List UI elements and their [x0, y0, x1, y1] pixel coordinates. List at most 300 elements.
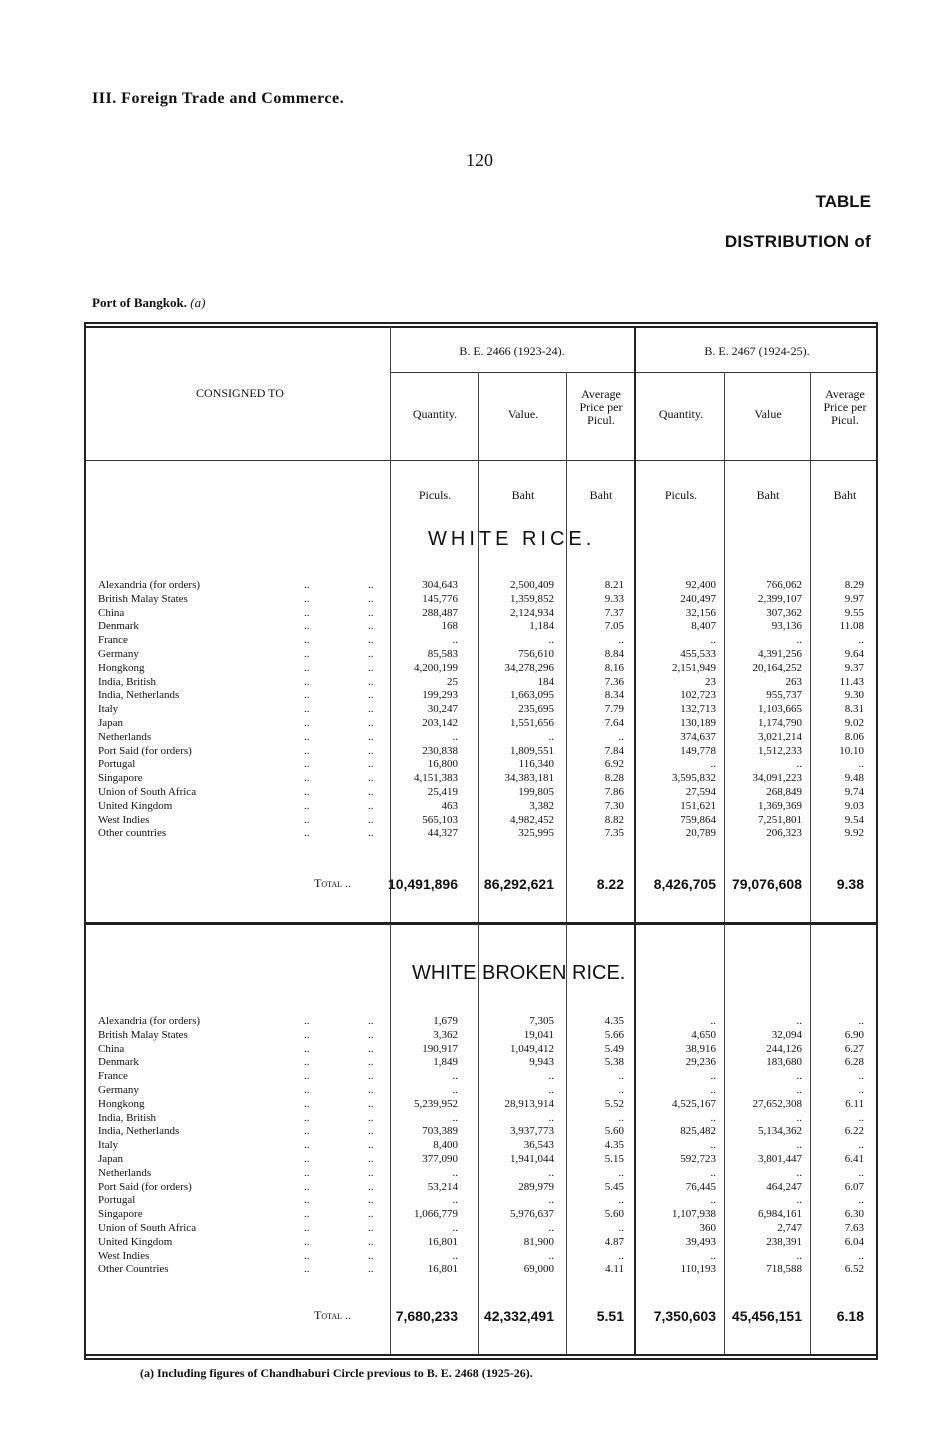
table-row — [86, 1057, 876, 1069]
col-rule — [566, 924, 567, 1354]
quantity-cell: 44,327 — [427, 827, 458, 840]
table-row — [86, 1071, 876, 1083]
value-cell: .. — [796, 1070, 802, 1083]
country-name: British Malay States — [98, 592, 188, 605]
avg-price-cell: 8.84 — [604, 648, 624, 660]
leader-dots: .. — [304, 730, 310, 743]
leader-dots: .. — [368, 1194, 374, 1207]
value-cell: 1,049,412 — [510, 1042, 554, 1055]
quantity-cell: 16,800 — [427, 758, 458, 771]
port-name: Port of Bangkok. — [92, 295, 187, 310]
value-cell: .. — [548, 730, 554, 743]
avg-price-cell: .. — [618, 634, 624, 647]
port-note: (a) — [190, 295, 206, 310]
avg-price-cell: .. — [618, 1194, 624, 1207]
value-cell: 766,062 — [766, 579, 802, 591]
country-name: Alexandria (for orders) — [98, 1015, 201, 1027]
quantity-cell: 1,849 — [433, 1056, 458, 1069]
section-heading-broken-rice: WHITE BROKEN RICE. — [412, 962, 626, 984]
quantity-cell: 132,713 — [680, 703, 716, 716]
leader-dots: .. — [304, 1028, 310, 1041]
value-cell: 1,512,233 — [758, 744, 802, 757]
quantity-cell: 110,193 — [680, 1263, 716, 1276]
leader-dots: .. — [368, 717, 374, 729]
avg-price-cell: 8.34 — [604, 689, 624, 702]
leader-dots: .. — [368, 1125, 374, 1138]
quantity-cell: 53,214 — [427, 1180, 458, 1193]
quantity-cell: .. — [710, 1084, 716, 1096]
value-cell: .. — [548, 1194, 554, 1207]
country-name: Japan — [98, 717, 124, 729]
avg-price-cell: .. — [618, 730, 624, 743]
leader-dots: .. — [368, 1070, 374, 1083]
total-label: Total .. — [314, 876, 352, 890]
value-cell: .. — [548, 1222, 554, 1234]
quantity-cell: .. — [452, 1084, 458, 1096]
unit-label: Baht — [511, 488, 535, 502]
country-name: Other countries — [98, 827, 167, 840]
country-name: West Indies — [98, 1249, 150, 1262]
total-cell: 10,491,896 — [387, 876, 458, 892]
value-cell: 3,021,214 — [758, 730, 802, 743]
avg-price-cell: 6.27 — [844, 1042, 864, 1055]
country-name: Germany — [98, 648, 139, 660]
quantity-cell: 304,643 — [422, 579, 458, 591]
avg-price-cell: .. — [858, 1139, 864, 1152]
country-name: West Indies — [98, 813, 150, 826]
avg-price-cell: 9.03 — [844, 799, 864, 812]
quantity-cell: 92,400 — [685, 579, 716, 591]
leader-dots: .. — [304, 1125, 310, 1138]
quantity-cell: .. — [710, 1070, 716, 1083]
leader-dots: .. — [368, 648, 374, 660]
section-title: III. Foreign Trade and Commerce. — [92, 90, 345, 107]
avg-price-cell: 6.41 — [844, 1153, 864, 1165]
total-cell: 9.38 — [836, 876, 864, 892]
quantity-cell: 16,801 — [427, 1235, 458, 1248]
quantity-cell: 759,864 — [680, 813, 716, 826]
unit-label: Piculs. — [664, 488, 698, 502]
value-cell: 93,136 — [771, 620, 802, 633]
total-cell: 5.51 — [596, 1308, 624, 1324]
leader-dots: .. — [368, 799, 374, 812]
avg-price-cell: .. — [618, 1166, 624, 1179]
table-row — [86, 1140, 876, 1152]
table-row — [86, 690, 876, 702]
total-cell: 79,076,608 — [731, 876, 802, 892]
avg-price-cell: .. — [858, 634, 864, 647]
country-name: Denmark — [98, 1056, 139, 1069]
quantity-cell: 23 — [705, 675, 716, 688]
quantity-cell: 149,778 — [680, 744, 716, 757]
avg-price-cell: .. — [618, 1249, 624, 1262]
quantity-cell: .. — [710, 1194, 716, 1207]
avg-price-cell: 9.64 — [844, 648, 864, 660]
country-name: Japan — [98, 1153, 124, 1165]
leader-dots: .. — [368, 1166, 374, 1179]
leader-dots: .. — [368, 1015, 374, 1027]
country-name: Hongkong — [98, 661, 145, 674]
value-cell: 955,737 — [766, 689, 802, 702]
quantity-cell: 2,151,949 — [672, 661, 716, 674]
table-row — [86, 594, 876, 606]
unit-label: Piculs. — [418, 488, 452, 502]
avg-price-cell: 9.74 — [844, 786, 864, 798]
quantity-cell: .. — [452, 1249, 458, 1262]
avg-price-cell: .. — [618, 1084, 624, 1096]
quantity-cell: 145,776 — [422, 592, 458, 605]
value-cell: 3,801,447 — [758, 1153, 802, 1165]
avg-price-cell: .. — [858, 758, 864, 771]
table-row — [86, 801, 876, 813]
section-rule — [84, 922, 878, 925]
avg-price-cell: 4.11 — [605, 1263, 624, 1276]
total-cell: 7,680,233 — [395, 1308, 458, 1324]
leader-dots: .. — [304, 703, 310, 716]
leader-dots: .. — [304, 758, 310, 771]
quantity-cell: .. — [710, 758, 716, 771]
leader-dots: .. — [368, 813, 374, 826]
top-rule — [84, 326, 878, 328]
table-row — [86, 1182, 876, 1194]
total-cell: 8,426,705 — [653, 876, 716, 892]
table-row — [86, 1168, 876, 1180]
avg-price-cell: 8.06 — [844, 730, 864, 743]
avg-price-cell: 8.16 — [604, 661, 624, 674]
value-cell: .. — [548, 1070, 554, 1083]
avg-price-cell: 4.35 — [604, 1015, 624, 1027]
avg-price-cell: 6.28 — [844, 1056, 864, 1069]
total-row-white-rice — [86, 876, 876, 896]
total-cell: 8.22 — [596, 876, 624, 892]
leader-dots: .. — [304, 1139, 310, 1152]
avg-price-cell: 7.36 — [604, 675, 624, 688]
quantity-cell: 455,533 — [680, 648, 716, 660]
value-cell: 36,543 — [523, 1139, 554, 1152]
country-name: Denmark — [98, 620, 139, 633]
table-row — [86, 580, 876, 592]
avg-price-cell: 9.02 — [844, 717, 864, 729]
quantity-header: Quantity. — [658, 407, 704, 421]
avg-price-cell: 9.54 — [844, 813, 864, 826]
country-name: India, Netherlands — [98, 689, 180, 702]
value-header: Value — [754, 407, 782, 421]
avg-price-cell: 9.30 — [844, 689, 864, 702]
country-name: Germany — [98, 1084, 139, 1096]
quantity-cell: 32,156 — [685, 606, 716, 619]
consigned-to-header: CONSIGNED TO — [196, 386, 284, 400]
avg-price-cell: 5.60 — [604, 1208, 624, 1221]
value-cell: 69,000 — [523, 1263, 554, 1276]
table-row — [86, 1126, 876, 1138]
avg-price-cell: .. — [858, 1249, 864, 1262]
country-name: Singapore — [98, 772, 143, 785]
leader-dots: .. — [304, 772, 310, 785]
table-row — [86, 1195, 876, 1207]
value-cell: 235,695 — [518, 703, 554, 716]
value-cell: 268,849 — [766, 786, 802, 798]
value-cell: 27,652,308 — [752, 1097, 802, 1110]
value-cell: 464,247 — [766, 1180, 802, 1193]
value-cell: 1,359,852 — [510, 592, 554, 605]
country-name: Alexandria (for orders) — [98, 579, 201, 591]
leader-dots: .. — [368, 772, 374, 785]
leader-dots: .. — [304, 1249, 310, 1262]
value-cell: .. — [796, 1111, 802, 1124]
value-cell: 184 — [537, 675, 554, 688]
quantity-cell: .. — [452, 634, 458, 647]
quantity-cell: 29,236 — [685, 1056, 716, 1069]
table-row — [86, 1044, 876, 1056]
avg-price-header: Average Price per Picul. — [823, 387, 867, 427]
value-cell: 5,976,637 — [510, 1208, 554, 1221]
quantity-cell: .. — [710, 1111, 716, 1124]
year2-header: B. E. 2467 (1924-25). — [704, 344, 810, 358]
leader-dots: .. — [304, 1097, 310, 1110]
leader-dots: .. — [304, 1111, 310, 1124]
unit-label: Baht — [756, 488, 780, 502]
leader-dots: .. — [304, 1166, 310, 1179]
leader-dots: .. — [368, 579, 374, 591]
value-cell: .. — [548, 1111, 554, 1124]
leader-dots: .. — [304, 1056, 310, 1069]
value-cell: 2,124,934 — [510, 606, 554, 619]
table-row — [86, 621, 876, 633]
avg-price-cell: 11.43 — [839, 675, 864, 688]
quantity-cell: 4,200,199 — [414, 661, 458, 674]
country-name: Other Countries — [98, 1263, 169, 1276]
footnote: (a) Including figures of Chandhaburi Circle previous to B. E. 2468 (1925-26). — [140, 1366, 533, 1380]
value-cell: 19,041 — [523, 1028, 554, 1041]
leader-dots: .. — [304, 1263, 310, 1276]
value-cell: 756,610 — [518, 648, 554, 660]
value-cell: 1,663,095 — [510, 689, 554, 702]
value-cell: 263 — [785, 675, 802, 688]
value-cell: 199,805 — [518, 786, 554, 798]
value-cell: .. — [548, 1166, 554, 1179]
value-cell: 4,982,452 — [510, 813, 554, 826]
leader-dots: .. — [368, 1028, 374, 1041]
quantity-cell: 377,090 — [422, 1153, 458, 1165]
leader-dots: .. — [368, 689, 374, 702]
value-cell: 34,278,296 — [504, 661, 554, 674]
leader-dots: .. — [368, 1235, 374, 1248]
value-cell: .. — [796, 1139, 802, 1152]
leader-dots: .. — [368, 675, 374, 688]
leader-dots: .. — [368, 1056, 374, 1069]
avg-price-cell: 6.11 — [845, 1097, 864, 1110]
quantity-cell: .. — [710, 1166, 716, 1179]
avg-price-cell: 6.52 — [844, 1263, 864, 1276]
quantity-cell: 168 — [441, 620, 458, 633]
avg-price-cell: 7.84 — [604, 744, 624, 757]
table-row — [86, 677, 876, 689]
avg-price-cell: 6.22 — [844, 1125, 864, 1138]
table-label: TABLE — [815, 192, 871, 211]
country-name: India, British — [98, 675, 157, 688]
quantity-cell: 374,637 — [680, 730, 716, 743]
quantity-cell: 27,594 — [685, 786, 716, 798]
table-row — [86, 759, 876, 771]
avg-price-cell: 8.28 — [604, 772, 624, 785]
avg-price-cell: .. — [858, 1194, 864, 1207]
leader-dots: .. — [368, 1263, 374, 1276]
country-name: Port Said (for orders) — [98, 1180, 192, 1193]
avg-price-cell: 8.31 — [844, 703, 864, 716]
table-row — [86, 704, 876, 716]
value-cell: 206,323 — [766, 827, 802, 840]
value-cell: 244,126 — [766, 1042, 802, 1055]
avg-price-cell: .. — [858, 1015, 864, 1027]
avg-price-cell: .. — [858, 1111, 864, 1124]
leader-dots: .. — [304, 1194, 310, 1207]
leader-dots: .. — [304, 579, 310, 591]
col-rule — [390, 924, 391, 1354]
quantity-cell: 1,066,779 — [414, 1208, 458, 1221]
col-rule — [478, 924, 479, 1354]
value-cell: 2,399,107 — [758, 592, 802, 605]
avg-price-cell: .. — [618, 1111, 624, 1124]
unit-label: Baht — [589, 488, 613, 502]
leader-dots: .. — [304, 1222, 310, 1234]
header-rule — [84, 460, 878, 461]
value-cell: 3,937,773 — [510, 1125, 554, 1138]
table-row — [86, 663, 876, 675]
value-cell: 116,340 — [518, 758, 554, 771]
leader-dots: .. — [304, 620, 310, 633]
table-row — [86, 732, 876, 744]
leader-dots: .. — [368, 730, 374, 743]
leader-dots: .. — [304, 648, 310, 660]
quantity-cell: 199,293 — [422, 689, 458, 702]
country-name: China — [98, 606, 125, 619]
country-name: Netherlands — [98, 730, 152, 743]
value-cell: 5,134,362 — [758, 1125, 802, 1138]
leader-dots: .. — [304, 634, 310, 647]
quantity-cell: 25 — [447, 675, 458, 688]
avg-price-cell: 9.97 — [844, 592, 864, 605]
country-name: Hongkong — [98, 1097, 145, 1110]
country-name: Union of South Africa — [98, 1222, 197, 1234]
quantity-cell: 85,583 — [427, 648, 458, 660]
avg-price-cell: 9.55 — [844, 606, 864, 619]
leader-dots: .. — [368, 1208, 374, 1221]
avg-price-cell: 7.63 — [844, 1222, 864, 1234]
quantity-cell: .. — [710, 1249, 716, 1262]
table-row — [86, 1209, 876, 1221]
table-row — [86, 1099, 876, 1111]
country-name: Singapore — [98, 1208, 143, 1221]
value-cell: 81,900 — [523, 1235, 554, 1248]
avg-price-cell: 9.48 — [844, 772, 864, 785]
value-cell: 289,979 — [518, 1180, 554, 1193]
country-name: Portugal — [98, 1194, 136, 1207]
country-name: Portugal — [98, 758, 136, 771]
country-name: Italy — [98, 1139, 119, 1152]
country-name: Netherlands — [98, 1166, 152, 1179]
quantity-cell: 703,389 — [422, 1125, 458, 1138]
value-cell: .. — [548, 1084, 554, 1096]
avg-price-cell: 6.92 — [604, 758, 624, 771]
leader-dots: .. — [368, 606, 374, 619]
leader-dots: .. — [304, 1208, 310, 1221]
leader-dots: .. — [304, 592, 310, 605]
table-row — [86, 718, 876, 730]
value-cell: 1,809,551 — [510, 744, 554, 757]
leader-dots: .. — [368, 634, 374, 647]
avg-price-cell: .. — [858, 1084, 864, 1096]
table-row — [86, 608, 876, 620]
bottom-rule — [84, 1354, 878, 1356]
total-label: Total .. — [314, 1308, 352, 1322]
country-name: China — [98, 1042, 125, 1055]
value-cell: 34,091,223 — [752, 772, 802, 785]
quantity-cell: 240,497 — [680, 592, 716, 605]
leader-dots: .. — [368, 620, 374, 633]
leader-dots: .. — [304, 1084, 310, 1096]
country-name: British Malay States — [98, 1028, 188, 1041]
value-cell: 325,995 — [518, 827, 554, 840]
avg-price-cell: 6.30 — [844, 1208, 864, 1221]
avg-price-cell: .. — [858, 1166, 864, 1179]
avg-price-cell: 7.30 — [604, 799, 624, 812]
avg-price-cell: 7.64 — [604, 717, 624, 729]
quantity-cell: .. — [452, 730, 458, 743]
quantity-cell: 565,103 — [422, 813, 458, 826]
value-cell: 4,391,256 — [758, 648, 802, 660]
quantity-cell: 25,419 — [427, 786, 458, 798]
table-row — [86, 1154, 876, 1166]
avg-price-cell: 7.37 — [604, 606, 624, 619]
avg-price-cell: 5.49 — [604, 1042, 624, 1055]
value-cell: 6,984,161 — [758, 1208, 802, 1221]
col-rule — [810, 924, 811, 1354]
country-name: Union of South Africa — [98, 786, 197, 798]
value-cell: .. — [796, 1166, 802, 1179]
leader-dots: .. — [368, 703, 374, 716]
leader-dots: .. — [368, 786, 374, 798]
table-row — [86, 787, 876, 799]
avg-price-cell: 6.04 — [844, 1235, 864, 1248]
col-rule — [724, 924, 725, 1354]
quantity-cell: 4,650 — [691, 1028, 716, 1041]
avg-price-cell: 6.07 — [844, 1180, 864, 1193]
leader-dots: .. — [368, 661, 374, 674]
quantity-cell: 360 — [699, 1222, 716, 1234]
country-name: Italy — [98, 703, 119, 716]
value-cell: 9,943 — [529, 1056, 554, 1069]
value-cell: 238,391 — [766, 1235, 802, 1248]
leader-dots: .. — [304, 1042, 310, 1055]
avg-price-cell: 8.29 — [844, 579, 864, 591]
quantity-cell: 3,362 — [433, 1028, 458, 1041]
leader-dots: .. — [304, 799, 310, 812]
leader-dots: .. — [304, 1070, 310, 1083]
avg-price-cell: 9.92 — [844, 827, 864, 840]
total-cell: 86,292,621 — [483, 876, 554, 892]
value-cell: 3,382 — [529, 799, 554, 812]
value-cell: 183,680 — [766, 1056, 802, 1069]
table-row — [86, 1264, 876, 1276]
table-row — [86, 1016, 876, 1028]
quantity-cell: 4,151,383 — [414, 772, 458, 785]
quantity-cell: .. — [710, 1015, 716, 1027]
quantity-cell: 4,525,167 — [672, 1097, 716, 1110]
total-cell: 42,332,491 — [483, 1308, 554, 1324]
country-name: France — [98, 1070, 128, 1083]
year1-header: B. E. 2466 (1923-24). — [459, 344, 565, 358]
avg-price-cell: 8.21 — [604, 579, 624, 591]
